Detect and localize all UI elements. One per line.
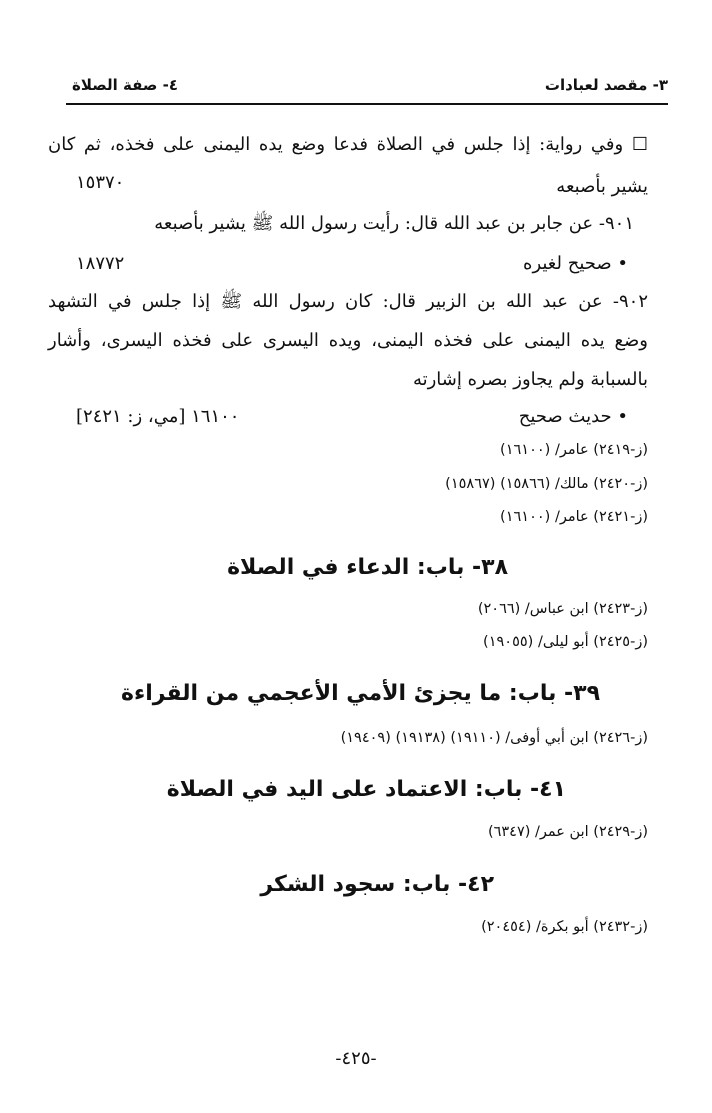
- hadith-text: بالسبابة ولم يجاوز بصره إشارته: [412, 369, 648, 390]
- cross-reference: (ز-٢٤٢٠) مالك/ (١٥٨٦٦) (١٥٨٦٧): [445, 476, 648, 492]
- chapter-heading: ٤٢- باب: سجود الشكر: [260, 872, 494, 897]
- hadith-text: ٩٠١- عن جابر بن عبد الله قال: رأيت رسول الله ﷺ يشير بأصبعه: [154, 213, 634, 234]
- narration-line: ☐ وفي رواية: إذا جلس في الصلاة فدعا وضع يده اليمنى على فخذه، ثم كان: [48, 134, 648, 155]
- cross-reference: (ز-٢٤٣٢) أبو بكرة/ (٢٠٤٥٤): [481, 919, 648, 935]
- hadith-grade: • صحيح لغيره: [523, 253, 628, 274]
- reference-number: ١٦١٠٠ [مي، ز: ٢٤٢١]: [76, 406, 240, 427]
- cross-reference: (ز-٢٤٢٩) ابن عمر/ (٦٣٤٧): [487, 824, 648, 840]
- chapter-heading: ٣٨- باب: الدعاء في الصلاة: [227, 555, 508, 580]
- cross-reference: (ز-٢٤١٩) عامر/ (١٦١٠٠): [500, 442, 648, 458]
- reference-number: ١٥٣٧٠: [76, 172, 125, 193]
- cross-reference: (ز-٢٤٢٣) ابن عباس/ (٢٠٦٦): [477, 601, 648, 617]
- header-volume-title: ٣- مقصد لعبادات: [544, 76, 668, 94]
- chapter-heading: ٤١- باب: الاعتماد على اليد في الصلاة: [166, 777, 566, 802]
- hadith-text: ٩٠٢- عن عبد الله بن الزبير قال: كان رسول الله ﷺ إذا جلس في التشهد: [48, 291, 648, 312]
- hadith-grade: • حديث صحيح: [518, 406, 628, 427]
- header-chapter-title: ٤- صفة الصلاة: [72, 76, 179, 94]
- cross-reference: (ز-٢٤٢١) عامر/ (١٦١٠٠): [500, 509, 648, 525]
- narration-line: يشير بأصبعه: [556, 176, 648, 197]
- chapter-heading: ٣٩- باب: ما يجزئ الأمي الأعجمي من القراءة: [120, 681, 600, 706]
- reference-number: ١٨٧٧٢: [76, 253, 125, 274]
- cross-reference: (ز-٢٤٢٦) ابن أبي أوفى/ (١٩١١٠) (١٩١٣٨) (١٩٤٠٩): [340, 730, 648, 746]
- cross-reference: (ز-٢٤٢٥) أبو ليلى/ (١٩٠٥٥): [483, 634, 648, 650]
- page-number: -٤٢٥-: [335, 1048, 377, 1069]
- hadith-text: وضع يده اليمنى على فخذه اليمنى، ويده اليسرى على فخذه اليسرى، وأشار: [48, 330, 648, 351]
- header-divider: [66, 103, 668, 105]
